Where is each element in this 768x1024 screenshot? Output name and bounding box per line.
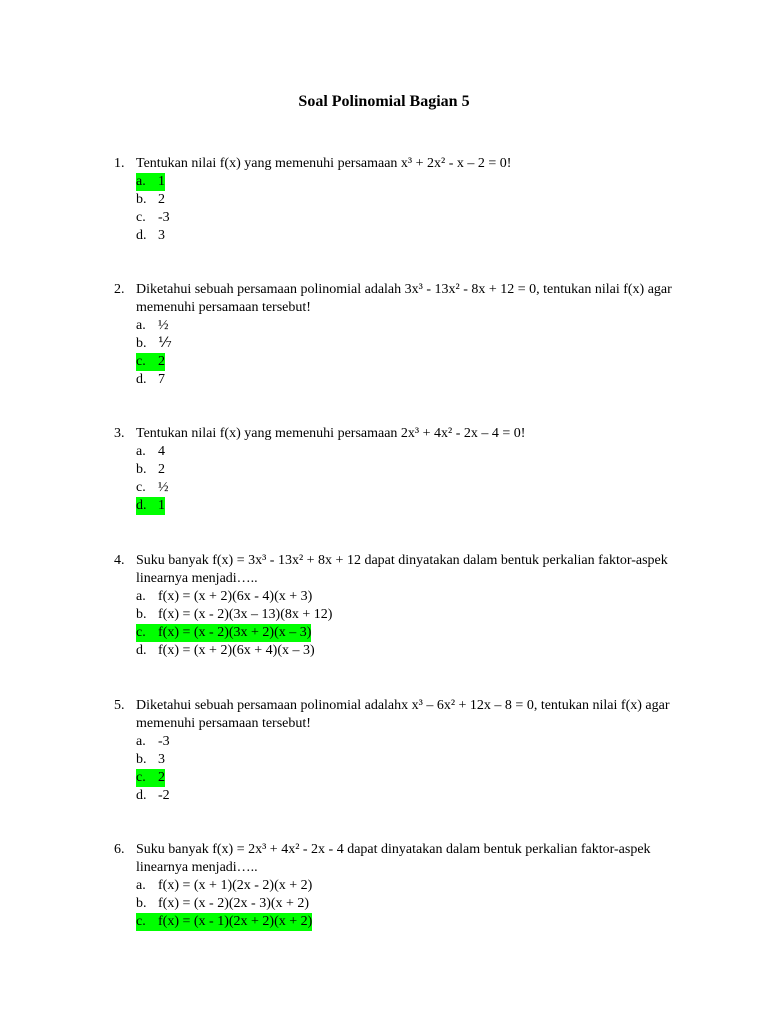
question-text: Diketahui sebuah persamaan polinomial adalah 3x³ - 13x² - 8x + 12 = 0, tentukan nilai f(x) agar memenuhi persamaan tersebut! [136, 282, 672, 315]
option-d [136, 227, 674, 245]
option-b [136, 895, 674, 913]
question-2 [114, 281, 674, 389]
question-text: Diketahui sebuah persamaan polinomial adalahx x³ – 6x² + 12x – 8 = 0, tentukan nilai f(x) agar memenuhi persamaan tersebut! [136, 698, 670, 731]
question-3 [114, 425, 674, 515]
option-c [136, 769, 674, 787]
option-b [136, 335, 674, 353]
option-letter: c. [136, 480, 146, 495]
option-letter: c. [136, 353, 158, 371]
option-a [136, 733, 674, 751]
question-text: Tentukan nilai f(x) yang memenuhi persamaan 2x³ + 4x² - 2x – 4 = 0! [136, 426, 526, 441]
option-value: f(x) = (x - 2)(2x - 3)(x + 2) [158, 896, 310, 911]
question-number: 5. [114, 698, 125, 713]
document-title: Soal Polinomial Bagian 5 [298, 93, 470, 110]
option-value: 2 [158, 192, 165, 207]
option-letter: d. [136, 788, 147, 803]
question-number: 3. [114, 426, 125, 441]
option-c [136, 913, 674, 931]
option-b [136, 606, 674, 624]
option-letter: a. [136, 734, 146, 749]
option-value: 3 [158, 752, 165, 767]
question-1 [114, 155, 674, 245]
option-c [136, 353, 674, 371]
option-list [136, 173, 674, 245]
option-letter: d. [136, 643, 147, 658]
option-value: 7 [158, 372, 165, 387]
option-value: ½ [158, 480, 169, 495]
option-letter: b. [136, 607, 147, 622]
option-letter: c. [136, 210, 146, 225]
option-letter: a. [136, 589, 146, 604]
option-d [136, 642, 674, 660]
option-value: f(x) = (x + 2)(6x + 4)(x – 3) [158, 643, 315, 658]
option-a [136, 443, 674, 461]
option-letter: b. [136, 752, 147, 767]
option-value: f(x) = (x - 2)(3x – 13)(8x + 12) [158, 607, 333, 622]
option-letter: d. [136, 497, 158, 515]
option-b [136, 191, 674, 209]
option-letter: b. [136, 896, 147, 911]
option-letter: a. [136, 318, 146, 333]
option-c [136, 479, 674, 497]
option-list [136, 733, 674, 805]
option-letter: c. [136, 624, 158, 642]
option-a [136, 317, 674, 335]
option-a [136, 877, 674, 895]
question-text: Suku banyak f(x) = 2x³ + 4x² - 2x - 4 dapat dinyatakan dalam bentuk perkalian faktor-aspek linearnya menjadi….. [136, 842, 651, 875]
option-value: f(x) = (x + 1)(2x - 2)(x + 2) [158, 878, 313, 893]
option-value: f(x) = (x - 2)(3x + 2)(x – 3) [158, 625, 312, 640]
option-value: 1 [158, 174, 165, 189]
option-letter: c. [136, 769, 158, 787]
option-value: -3 [158, 734, 170, 749]
option-value: 4 [158, 444, 165, 459]
option-a [136, 588, 674, 606]
option-letter: d. [136, 372, 147, 387]
question-6 [114, 841, 674, 931]
option-list [136, 317, 674, 389]
question-number: 6. [114, 842, 125, 857]
option-letter: b. [136, 336, 147, 351]
question-number: 2. [114, 282, 125, 297]
option-a [136, 173, 674, 191]
option-d [136, 497, 674, 515]
question-number: 4. [114, 553, 125, 568]
option-d [136, 371, 674, 389]
option-value: 2 [158, 354, 165, 369]
option-letter: a. [136, 173, 158, 191]
question-text: Tentukan nilai f(x) yang memenuhi persamaan x³ + 2x² - x – 2 = 0! [136, 156, 512, 171]
option-value: ⅐ [158, 336, 172, 351]
question-text: Suku banyak f(x) = 3x³ - 13x² + 8x + 12 dapat dinyatakan dalam bentuk perkalian faktor-aspek linearnya menjadi….. [136, 553, 668, 586]
question-5 [114, 697, 674, 805]
option-c [136, 209, 674, 227]
option-list [136, 588, 674, 660]
option-value: -3 [158, 210, 170, 225]
option-letter: c. [136, 913, 158, 931]
option-value: 1 [158, 498, 165, 513]
question-number: 1. [114, 156, 125, 171]
question-4 [114, 552, 674, 660]
option-value: 2 [158, 770, 165, 785]
option-letter: a. [136, 878, 146, 893]
option-value: 3 [158, 228, 165, 243]
option-list [136, 877, 674, 931]
option-letter: d. [136, 228, 147, 243]
option-value: ½ [158, 318, 169, 333]
option-b [136, 751, 674, 769]
option-list [136, 443, 674, 515]
option-d [136, 787, 674, 805]
option-value: f(x) = (x - 1)(2x + 2)(x + 2) [158, 914, 313, 929]
option-c [136, 624, 674, 642]
option-b [136, 461, 674, 479]
option-value: -2 [158, 788, 170, 803]
option-letter: b. [136, 462, 147, 477]
option-value: f(x) = (x + 2)(6x - 4)(x + 3) [158, 589, 313, 604]
option-letter: a. [136, 444, 146, 459]
option-value: 2 [158, 462, 165, 477]
option-letter: b. [136, 192, 147, 207]
